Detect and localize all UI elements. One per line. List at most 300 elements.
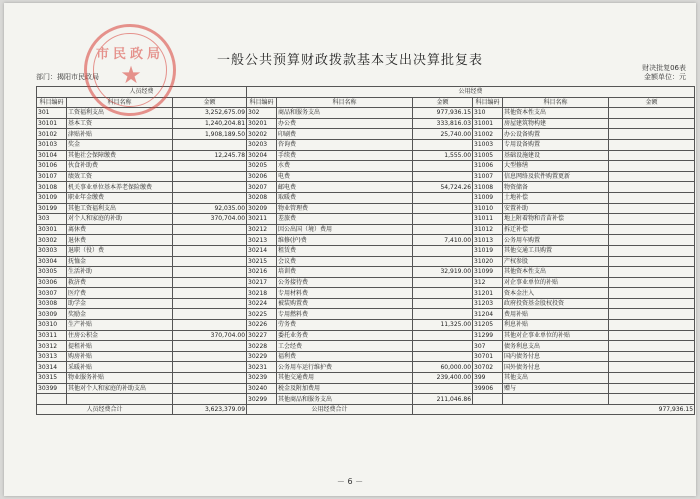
cell-code: 30218 xyxy=(247,288,277,299)
cell-code: 30301 xyxy=(37,224,67,235)
cell-amount xyxy=(173,288,247,299)
cell-amount xyxy=(609,118,695,129)
cell-name: 专用燃料费 xyxy=(277,309,413,320)
cell-amount xyxy=(609,182,695,193)
cell-code: 30308 xyxy=(37,298,67,309)
table-row xyxy=(37,320,695,331)
personnel-total-label: 人员经费合计 xyxy=(37,404,173,415)
cell-code: 30224 xyxy=(247,298,277,309)
cell-amount xyxy=(173,298,247,309)
department-label: 部门：揭阳市民政局 xyxy=(36,73,99,81)
cell-code: 30314 xyxy=(37,362,67,373)
table-row xyxy=(37,182,695,193)
cell-name: 助学金 xyxy=(67,298,173,309)
table-row xyxy=(37,171,695,182)
cell-amount xyxy=(413,161,473,172)
cell-name: 资本金注入 xyxy=(503,288,609,299)
cell-name: 邮电费 xyxy=(277,182,413,193)
cell-amount xyxy=(609,139,695,150)
cell-amount: 32,919.00 xyxy=(413,267,473,278)
cell-amount xyxy=(173,351,247,362)
cell-name: 咨询费 xyxy=(277,139,413,150)
table-row xyxy=(37,256,695,267)
cell-name: 租赁费 xyxy=(277,245,413,256)
cell-code: 312 xyxy=(473,277,503,288)
table-footer xyxy=(37,404,695,415)
cell-name: 奖励金 xyxy=(67,309,173,320)
cell-code: 30231 xyxy=(247,362,277,373)
cell-code: 30302 xyxy=(37,235,67,246)
cell-amount xyxy=(173,235,247,246)
form-number: 财决批复06表 xyxy=(642,64,686,72)
cell-name: 其他社会保障缴费 xyxy=(67,150,173,161)
column-header-code: 科目编码 xyxy=(37,97,67,108)
cell-code: 31203 xyxy=(473,298,503,309)
cell-name: 费用补贴 xyxy=(503,309,609,320)
cell-amount xyxy=(173,320,247,331)
cell-amount xyxy=(413,383,473,394)
table-row xyxy=(37,362,695,373)
cell-code: 31007 xyxy=(473,171,503,182)
amount-unit: 金额单位：元 xyxy=(644,73,686,81)
cell-code: 30240 xyxy=(247,383,277,394)
cell-code: 31204 xyxy=(473,309,503,320)
cell-code: 307 xyxy=(473,341,503,352)
cell-name: 土地补偿 xyxy=(503,192,609,203)
cell-name: 培训费 xyxy=(277,267,413,278)
cell-code: 30199 xyxy=(37,203,67,214)
cell-code: 31005 xyxy=(473,150,503,161)
cell-code: 30216 xyxy=(247,267,277,278)
cell-code: 31001 xyxy=(473,118,503,129)
cell-name: 拆迁补偿 xyxy=(503,224,609,235)
cell-name: 被装购置费 xyxy=(277,298,413,309)
cell-amount xyxy=(609,150,695,161)
table-row xyxy=(37,139,695,150)
cell-code: 30102 xyxy=(37,129,67,140)
cell-name: 债务利息支出 xyxy=(503,341,609,352)
cell-code xyxy=(37,394,67,405)
cell-name: 税金及附加费用 xyxy=(277,383,413,394)
cell-amount xyxy=(173,341,247,352)
cell-code: 301 xyxy=(37,108,67,119)
column-header-code: 科目编码 xyxy=(247,97,277,108)
cell-amount xyxy=(609,320,695,331)
cell-name: 安置补助 xyxy=(503,203,609,214)
cell-code: 303 xyxy=(37,214,67,225)
cell-name: 奖金 xyxy=(67,139,173,150)
column-header-code: 科目编码 xyxy=(473,97,503,108)
cell-amount xyxy=(413,351,473,362)
cell-name: 公务用车运行维护费 xyxy=(277,362,413,373)
column-header-name: 科目名称 xyxy=(277,97,413,108)
cell-amount xyxy=(609,224,695,235)
cell-amount xyxy=(413,330,473,341)
table-row xyxy=(37,129,695,140)
document-page xyxy=(4,3,696,496)
cell-amount xyxy=(413,203,473,214)
cell-name: 电费 xyxy=(277,171,413,182)
cell-code: 30215 xyxy=(247,256,277,267)
cell-name: 抚恤金 xyxy=(67,256,173,267)
cell-name: 生产补贴 xyxy=(67,320,173,331)
cell-code: 30226 xyxy=(247,320,277,331)
cell-code: 30201 xyxy=(247,118,277,129)
cell-code: 30109 xyxy=(37,192,67,203)
cell-name: 伙食补助费 xyxy=(67,161,173,172)
table-row xyxy=(37,267,695,278)
cell-name: 其他资本性支出 xyxy=(503,108,609,119)
cell-amount: 12,245.78 xyxy=(173,150,247,161)
cell-code: 30214 xyxy=(247,245,277,256)
cell-code: 30702 xyxy=(473,362,503,373)
cell-code: 31013 xyxy=(473,235,503,246)
seal-text: 市民政局 xyxy=(95,47,164,62)
cell-amount: 7,410.00 xyxy=(413,235,473,246)
cell-name xyxy=(67,394,173,405)
cell-name: 手续费 xyxy=(277,150,413,161)
cell-code: 30212 xyxy=(247,224,277,235)
cell-amount xyxy=(609,288,695,299)
cell-code: 30104 xyxy=(37,150,67,161)
cell-name: 基本工资 xyxy=(67,118,173,129)
cell-name: 房屋建筑物构建 xyxy=(503,118,609,129)
cell-code: 30225 xyxy=(247,309,277,320)
cell-code: 31012 xyxy=(473,224,503,235)
cell-code: 30213 xyxy=(247,235,277,246)
table-row xyxy=(37,235,695,246)
cell-code: 31008 xyxy=(473,182,503,193)
cell-name xyxy=(503,394,609,405)
cell-name: 其他对企事业单位的补贴 xyxy=(503,330,609,341)
cell-name: 福利费 xyxy=(277,351,413,362)
cell-code: 30101 xyxy=(37,118,67,129)
cell-name: 商品和服务支出 xyxy=(277,108,413,119)
cell-name: 水费 xyxy=(277,161,413,172)
cell-amount: 370,704.00 xyxy=(173,214,247,225)
cell-name: 退职（役）费 xyxy=(67,245,173,256)
cell-name: 机关事业单位基本养老保险缴费 xyxy=(67,182,173,193)
cell-amount xyxy=(173,309,247,320)
cell-amount xyxy=(609,171,695,182)
cell-name: 其他资本性支出 xyxy=(503,267,609,278)
cell-amount xyxy=(173,394,247,405)
cell-amount: 11,325.00 xyxy=(413,320,473,331)
cell-amount xyxy=(609,108,695,119)
cell-amount xyxy=(609,192,695,203)
cell-code: 30701 xyxy=(473,351,503,362)
table-body xyxy=(37,87,695,405)
cell-name: 取暖费 xyxy=(277,192,413,203)
cell-code: 30202 xyxy=(247,129,277,140)
cell-name: 信息网络及软件购置更新 xyxy=(503,171,609,182)
table-row xyxy=(37,383,695,394)
column-header-amount: 金额 xyxy=(609,97,695,108)
cell-amount xyxy=(609,373,695,384)
cell-code: 31011 xyxy=(473,214,503,225)
column-header-name: 科目名称 xyxy=(67,97,173,108)
cell-amount xyxy=(609,161,695,172)
table-row xyxy=(37,224,695,235)
cell-name: 利息补贴 xyxy=(503,320,609,331)
cell-name: 其他对个人和家庭的补助支出 xyxy=(67,383,173,394)
cell-name: 退休费 xyxy=(67,235,173,246)
table-row xyxy=(37,309,695,320)
personnel-header: 人员经费 xyxy=(37,87,247,98)
cell-amount xyxy=(609,341,695,352)
cell-amount xyxy=(413,341,473,352)
cell-amount xyxy=(609,330,695,341)
cell-code: 31006 xyxy=(473,161,503,172)
cell-name: 公务接待费 xyxy=(277,277,413,288)
page-title: 一般公共预算财政拨款基本支出决算批复表 xyxy=(216,53,483,68)
cell-code: 31002 xyxy=(473,129,503,140)
cell-code: 30307 xyxy=(37,288,67,299)
cell-name: 专用材料费 xyxy=(277,288,413,299)
cell-name: 购房补贴 xyxy=(67,351,173,362)
table-row xyxy=(37,373,695,384)
cell-amount xyxy=(173,277,247,288)
cell-name: 绩效工资 xyxy=(67,171,173,182)
cell-amount xyxy=(609,394,695,405)
cell-code: 30309 xyxy=(37,309,67,320)
official-seal xyxy=(84,24,176,116)
table-row xyxy=(37,118,695,129)
cell-amount xyxy=(413,139,473,150)
cell-name: 公务用车购置 xyxy=(503,235,609,246)
cell-code: 30305 xyxy=(37,267,67,278)
table-row xyxy=(37,351,695,362)
cell-code: 30399 xyxy=(37,383,67,394)
cell-amount: 977,936.15 xyxy=(413,108,473,119)
cell-amount xyxy=(413,192,473,203)
cell-name: 其他工资福利支出 xyxy=(67,203,173,214)
cell-name: 住房公积金 xyxy=(67,330,173,341)
cell-name: 地上附着物和青苗补偿 xyxy=(503,214,609,225)
cell-code: 31099 xyxy=(473,267,503,278)
cell-code: 31020 xyxy=(473,256,503,267)
cell-code: 30204 xyxy=(247,150,277,161)
cell-name: 劳务费 xyxy=(277,320,413,331)
cell-name: 对企事业单位的补贴 xyxy=(503,277,609,288)
cell-code: 30315 xyxy=(37,373,67,384)
expenditure-table xyxy=(36,86,695,415)
cell-name: 采暖补贴 xyxy=(67,362,173,373)
cell-name: 国内债务付息 xyxy=(503,351,609,362)
cell-code: 30312 xyxy=(37,341,67,352)
cell-name: 工会经费 xyxy=(277,341,413,352)
cell-code: 30303 xyxy=(37,245,67,256)
cell-amount xyxy=(173,192,247,203)
cell-amount xyxy=(609,362,695,373)
cell-code: 30203 xyxy=(247,139,277,150)
cell-amount xyxy=(609,277,695,288)
cell-amount: 3,252,675.09 xyxy=(173,108,247,119)
cell-name: 办公费 xyxy=(277,118,413,129)
cell-name: 救济费 xyxy=(67,277,173,288)
cell-name: 因公出国（境）费用 xyxy=(277,224,413,235)
table-row xyxy=(37,330,695,341)
cell-amount xyxy=(173,245,247,256)
cell-name: 物资储备 xyxy=(503,182,609,193)
cell-name: 物业管理费 xyxy=(277,203,413,214)
cell-name: 工资福利支出 xyxy=(67,108,173,119)
table-row xyxy=(37,150,695,161)
table-row xyxy=(37,192,695,203)
cell-name: 津贴补贴 xyxy=(67,129,173,140)
cell-amount: 54,724.26 xyxy=(413,182,473,193)
cell-amount xyxy=(609,245,695,256)
cell-code: 30299 xyxy=(247,394,277,405)
cell-code: 30107 xyxy=(37,171,67,182)
cell-name: 对个人和家庭的补助 xyxy=(67,214,173,225)
cell-code: 30209 xyxy=(247,203,277,214)
cell-code: 399 xyxy=(473,373,503,384)
cell-amount xyxy=(173,171,247,182)
cell-code: 302 xyxy=(247,108,277,119)
table-row xyxy=(37,214,695,225)
cell-amount xyxy=(609,129,695,140)
cell-name: 赠与 xyxy=(503,383,609,394)
cell-code: 30206 xyxy=(247,171,277,182)
cell-name: 办公设备购置 xyxy=(503,129,609,140)
cell-code: 30217 xyxy=(247,277,277,288)
cell-code: 30229 xyxy=(247,351,277,362)
cell-name: 离休费 xyxy=(67,224,173,235)
cell-name: 生活补助 xyxy=(67,267,173,278)
cell-code: 31019 xyxy=(473,245,503,256)
cell-amount: 239,400.00 xyxy=(413,373,473,384)
cell-code: 30313 xyxy=(37,351,67,362)
cell-code xyxy=(473,394,503,405)
cell-amount xyxy=(609,214,695,225)
cell-amount xyxy=(609,256,695,267)
table-row xyxy=(37,161,695,172)
page-number: － 6 － xyxy=(336,477,364,486)
cell-name: 会议费 xyxy=(277,256,413,267)
cell-code: 31009 xyxy=(473,192,503,203)
table-row xyxy=(37,341,695,352)
cell-code: 310 xyxy=(473,108,503,119)
cell-code: 30310 xyxy=(37,320,67,331)
cell-code: 31003 xyxy=(473,139,503,150)
cell-name: 产权参股 xyxy=(503,256,609,267)
cell-amount xyxy=(609,309,695,320)
cell-code: 39906 xyxy=(473,383,503,394)
cell-amount xyxy=(609,383,695,394)
cell-name: 职业年金缴费 xyxy=(67,192,173,203)
cell-amount: 333,816.03 xyxy=(413,118,473,129)
cell-amount xyxy=(173,182,247,193)
cell-code: 30103 xyxy=(37,139,67,150)
cell-amount xyxy=(173,362,247,373)
cell-amount xyxy=(413,214,473,225)
cell-code: 30106 xyxy=(37,161,67,172)
cell-amount xyxy=(413,277,473,288)
cell-amount xyxy=(413,309,473,320)
public-total-label: 公用经费合计 xyxy=(247,404,413,415)
cell-name: 差旅费 xyxy=(277,214,413,225)
cell-amount: 1,908,189.50 xyxy=(173,129,247,140)
cell-amount: 25,740.00 xyxy=(413,129,473,140)
cell-amount xyxy=(609,235,695,246)
cell-code: 30227 xyxy=(247,330,277,341)
table-row xyxy=(37,245,695,256)
cell-amount: 60,000.00 xyxy=(413,362,473,373)
cell-amount xyxy=(173,383,247,394)
cell-amount xyxy=(609,298,695,309)
table-row xyxy=(37,203,695,214)
cell-code: 31010 xyxy=(473,203,503,214)
cell-name: 其他交通费用 xyxy=(277,373,413,384)
cell-code: 30108 xyxy=(37,182,67,193)
cell-amount xyxy=(609,351,695,362)
cell-amount xyxy=(413,245,473,256)
cell-name: 基础设施建设 xyxy=(503,150,609,161)
cell-amount xyxy=(413,298,473,309)
cell-code: 30306 xyxy=(37,277,67,288)
cell-code: 30207 xyxy=(247,182,277,193)
cell-amount xyxy=(173,373,247,384)
cell-name: 提租补贴 xyxy=(67,341,173,352)
cell-name: 其他交通工具购置 xyxy=(503,245,609,256)
column-header-amount: 金额 xyxy=(173,97,247,108)
public-header: 公用经费 xyxy=(247,87,695,98)
cell-code: 30208 xyxy=(247,192,277,203)
cell-name: 大型修缮 xyxy=(503,161,609,172)
cell-name: 委托业务费 xyxy=(277,330,413,341)
totals-row xyxy=(37,404,695,415)
cell-amount xyxy=(173,139,247,150)
cell-code: 31299 xyxy=(473,330,503,341)
cell-amount xyxy=(173,224,247,235)
star-icon: ★ xyxy=(120,61,142,89)
cell-code: 31205 xyxy=(473,320,503,331)
cell-amount: 92,035.00 xyxy=(173,203,247,214)
cell-amount xyxy=(609,267,695,278)
table-row xyxy=(37,394,695,405)
cell-code: 30304 xyxy=(37,256,67,267)
cell-name: 其他商品和服务支出 xyxy=(277,394,413,405)
cell-name: 其他支出 xyxy=(503,373,609,384)
column-header-amount: 金额 xyxy=(413,97,473,108)
cell-amount xyxy=(413,288,473,299)
cell-name: 维修(护)费 xyxy=(277,235,413,246)
personnel-total-value: 3,623,379.09 xyxy=(173,404,247,415)
cell-amount xyxy=(413,224,473,235)
cell-name: 物业服务补贴 xyxy=(67,373,173,384)
cell-name: 印刷费 xyxy=(277,129,413,140)
cell-name: 国外债务付息 xyxy=(503,362,609,373)
cell-code: 31201 xyxy=(473,288,503,299)
cell-code: 30205 xyxy=(247,161,277,172)
cell-amount xyxy=(173,256,247,267)
cell-code: 30211 xyxy=(247,214,277,225)
table-row xyxy=(37,298,695,309)
cell-amount: 370,704.00 xyxy=(173,330,247,341)
cell-code: 30311 xyxy=(37,330,67,341)
public-total-value: 977,936.15 xyxy=(413,404,695,415)
cell-amount xyxy=(413,256,473,267)
cell-code: 30239 xyxy=(247,373,277,384)
cell-amount xyxy=(413,171,473,182)
cell-code: 30228 xyxy=(247,341,277,352)
cell-amount xyxy=(173,267,247,278)
cell-amount: 1,555.00 xyxy=(413,150,473,161)
cell-name: 政府投资基金股权投资 xyxy=(503,298,609,309)
cell-name: 医疗费 xyxy=(67,288,173,299)
cell-amount xyxy=(609,203,695,214)
